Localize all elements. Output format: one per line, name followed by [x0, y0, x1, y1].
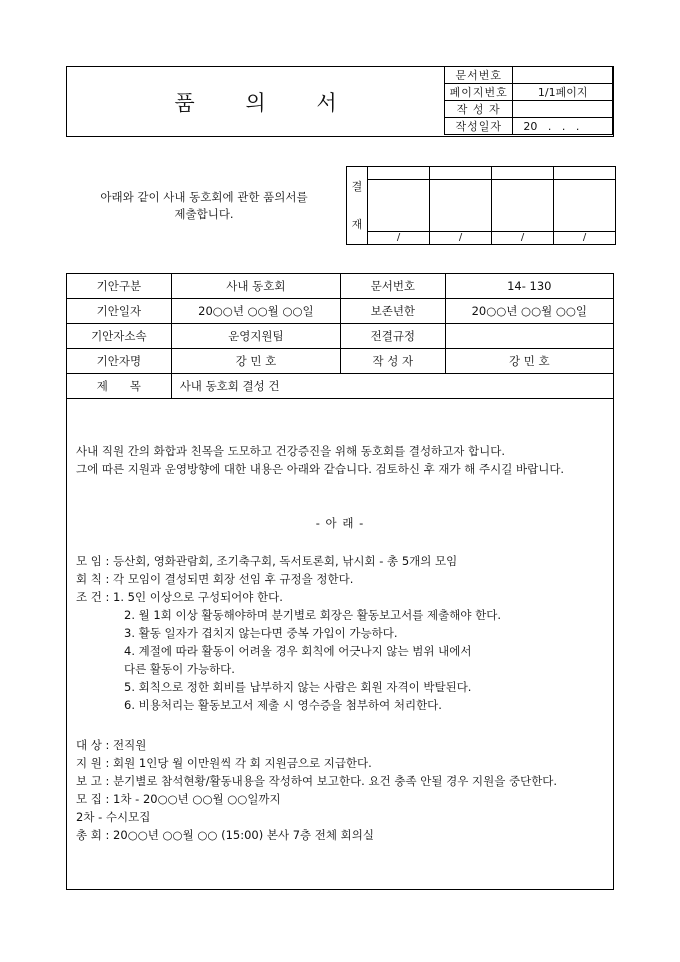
date-value: 20 . . .	[513, 118, 613, 135]
approval-date-cell: /	[368, 232, 430, 245]
doc-number-label: 문서번호	[445, 67, 513, 84]
subject-value: 사내 동호회 결성 건	[171, 374, 613, 399]
main-content-box	[66, 273, 614, 890]
draft-type-value: 사내 동호회	[171, 274, 340, 299]
body-line: 사내 직원 간의 화합과 친목을 도모하고 건강증진을 위해 동호회를 결성하고자 합니다.	[76, 444, 506, 458]
intro-text	[66, 189, 342, 223]
subject-label: 제 목	[67, 374, 172, 399]
draft-date-value: 20○○년 ○○월 ○○일	[171, 299, 340, 324]
approval-date-cell: /	[554, 232, 616, 245]
approval-sign-cell[interactable]	[554, 180, 616, 232]
list-item: 대 상 : 전직원	[76, 738, 147, 752]
intro-line-2: 제출합니다.	[174, 207, 234, 221]
page-number-value: 1/1페이지	[513, 84, 613, 101]
approval-sign-cell[interactable]	[368, 180, 430, 232]
intro-line-1: 아래와 같이 사내 동호회에 관한 품의서를	[100, 190, 308, 204]
approval-label	[347, 167, 368, 245]
approval-title-cell	[554, 167, 616, 180]
approval-label-bottom: 재	[351, 217, 363, 231]
date-label: 작성일자	[445, 118, 513, 135]
approval-sign-cell[interactable]	[492, 180, 554, 232]
list-item: 회 칙 : 각 모임이 결성되면 회장 선임 후 규정을 정한다.	[76, 572, 354, 586]
writer-value: 강 민 호	[445, 349, 613, 374]
approval-title-cell	[492, 167, 554, 180]
list-item: 2차 - 수시모집	[76, 810, 151, 824]
list-item: 모 집 : 1차 - 20○○년 ○○월 ○○일까지	[76, 792, 281, 806]
draft-type-label: 기안구분	[67, 274, 172, 299]
department-label: 기안자소속	[67, 324, 172, 349]
doc-number-value: 14- 130	[445, 274, 613, 299]
approval-title-cell	[430, 167, 492, 180]
arae-heading: - 아 래 -	[315, 516, 365, 530]
body-paragraph	[76, 442, 606, 478]
details-list	[76, 552, 606, 714]
drafter-name-value: 강 민 호	[171, 349, 340, 374]
condition-item: 4. 계절에 따라 활동이 어려울 경우 회칙에 어긋나지 않는 범위 내에서	[124, 644, 472, 658]
condition-item: 다른 활동이 가능하다.	[124, 662, 235, 676]
doc-number-value	[513, 67, 613, 84]
list-item: 조 건 : 1. 5인 이상으로 구성되어야 한다.	[76, 590, 283, 604]
writer-label: 작 성 자	[341, 349, 446, 374]
condition-item: 2. 월 1회 이상 활동해야하며 분기별로 회장은 활동보고서를 제출해야 한다.	[124, 608, 502, 622]
condition-item: 5. 회칙으로 정한 회비를 납부하지 않는 사람은 회원 자격이 박탈된다.	[124, 680, 472, 694]
list-item: 보 고 : 분기별로 참석현황/활동내용을 작성하여 보고한다. 요건 충족 안될 경우 지원을 중단한다.	[76, 774, 558, 788]
approval-date-cell: /	[430, 232, 492, 245]
approval-label-top: 결	[351, 179, 363, 193]
delegation-value	[445, 324, 613, 349]
list-item: 지 원 : 회원 1인당 월 이만원씩 각 회 지원금으로 지급한다.	[76, 756, 372, 770]
author-value	[513, 101, 613, 118]
list-item: 총 회 : 20○○년 ○○월 ○○ (15:00) 본사 7층 전체 회의실	[76, 828, 375, 842]
approval-sign-cell[interactable]	[430, 180, 492, 232]
document-title: 품 의 서	[174, 90, 359, 115]
draft-info-table	[66, 273, 614, 399]
retention-label: 보존년한	[341, 299, 446, 324]
doc-number-label: 문서번호	[341, 274, 446, 299]
details-list-2	[76, 736, 606, 844]
list-item: 모 임 : 등산회, 영화관람회, 조기축구회, 독서토론회, 낚시회 - 총 5개의 모임	[76, 554, 458, 568]
department-value: 운영지원팀	[171, 324, 340, 349]
condition-item: 6. 비용처리는 활동보고서 제출 시 영수증을 첨부하여 처리한다.	[124, 698, 442, 712]
draft-date-label: 기안일자	[67, 299, 172, 324]
document-header	[66, 66, 614, 137]
condition-item: 3. 활동 일자가 겹치지 않는다면 중복 가입이 가능하다.	[124, 626, 398, 640]
body-line: 그에 따른 지원과 운영방향에 대한 내용은 아래와 같습니다. 검토하신 후 재가 해 주시길 바랍니다.	[76, 462, 565, 476]
drafter-name-label: 기안자명	[67, 349, 172, 374]
retention-value: 20○○년 ○○월 ○○일	[445, 299, 613, 324]
delegation-label: 전결규정	[341, 324, 446, 349]
approval-box	[346, 166, 616, 245]
page-number-label: 페이지번호	[445, 84, 513, 101]
document-meta-table	[444, 66, 613, 135]
approval-title-cell	[368, 167, 430, 180]
approval-date-cell: /	[492, 232, 554, 245]
author-label: 작 성 자	[445, 101, 513, 118]
